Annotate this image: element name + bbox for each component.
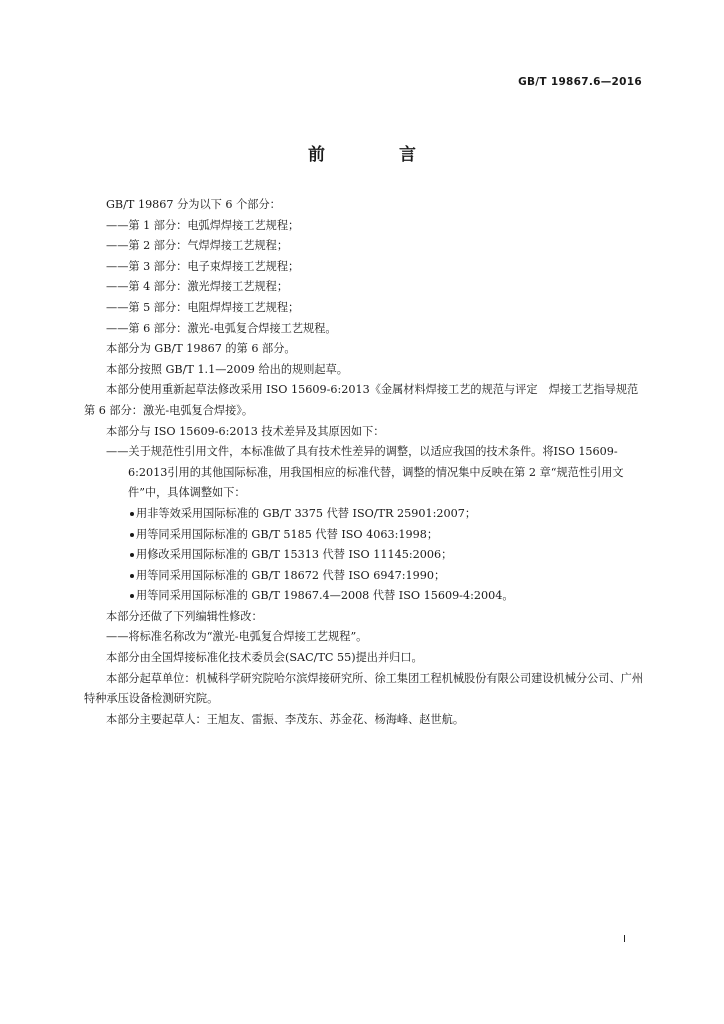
bullet-item-2 xyxy=(84,525,644,546)
adoption-statement: 本部分使用重新起草法修改采用 ISO 15609-6:2013《金属材料焊接工艺的规范与评定 焊接工艺指导规范 第 6 部分：激光-电弧复合焊接》。 xyxy=(84,383,650,417)
drafting-units: 本部分起草单位：机械科学研究院哈尔滨焊接研究所、徐工集团工程机械股份有限公司建设机械分公司、广州特种承压设备检测研究院。 xyxy=(84,671,644,706)
foreword-body xyxy=(84,195,650,730)
bullet-text: 用等同采用国际标准的 GB/T 18672 代替 ISO 6947:1990； xyxy=(136,568,446,582)
differences-detail: ——关于规范性引用文件，本标准做了具有技术性差异的调整，以适应我国的技术条件。将ISO 15609-6:2013引用的其他国际标准，用我国相应的标准代替，调整的情况集中反映在第 2 章“规范性引用文件”中，具体调整如下： xyxy=(106,445,624,500)
page-title: 前 言 xyxy=(308,145,450,165)
bullet-item-3 xyxy=(84,545,644,566)
bullet-text: 用等同采用国际标准的 GB/T 19867.4—2008 代替 ISO 15609-4:2004。 xyxy=(136,589,514,603)
part-item-4: ——第 4 部分：激光焊接工艺规程； xyxy=(106,280,289,294)
part-item-3: ——第 3 部分：电子束焊接工艺规程； xyxy=(106,259,300,273)
bullet-icon xyxy=(130,594,134,598)
bullet-text: 用非等效采用国际标准的 GB/T 3375 代替 ISO/TR 25901:2007； xyxy=(136,506,477,520)
editorial-intro: 本部分还做了下列编辑性修改： xyxy=(106,609,263,623)
part-item-2: ——第 2 部分：气焊焊接工艺规程； xyxy=(106,239,289,253)
standard-code: GB/T 19867.6—2016 xyxy=(518,76,642,88)
drafting-rules: 本部分按照 GB/T 1.1—2009 给出的规则起草。 xyxy=(106,362,348,376)
differences-intro: 本部分与 ISO 15609-6:2013 技术差异及其原因如下： xyxy=(106,424,385,438)
proposer-statement: 本部分由全国焊接标准化技术委员会(SAC/TC 55)提出并归口。 xyxy=(106,651,423,665)
bullet-icon xyxy=(130,553,134,557)
page-number: I xyxy=(623,934,626,945)
parts-intro: GB/T 19867 分为以下 6 个部分： xyxy=(106,198,281,211)
part-statement: 本部分为 GB/T 19867 的第 6 部分。 xyxy=(106,342,296,356)
bullet-item-1 xyxy=(84,504,644,525)
drafters: 本部分主要起草人：王旭友、雷振、李茂东、苏金花、杨海峰、赵世航。 xyxy=(106,712,465,726)
bullet-icon xyxy=(130,512,134,516)
bullet-item-5 xyxy=(84,586,644,607)
bullet-item-4 xyxy=(84,566,644,587)
bullet-text: 用修改采用国际标准的 GB/T 15313 代替 ISO 11145:2006； xyxy=(136,548,453,562)
part-item-5: ——第 5 部分：电阻焊焊接工艺规程； xyxy=(106,300,300,314)
editorial-item: ——将标准名称改为“激光-电弧复合焊接工艺规程”。 xyxy=(106,630,368,644)
bullet-icon xyxy=(130,533,134,537)
bullet-text: 用等同采用国际标准的 GB/T 5185 代替 ISO 4063:1998； xyxy=(136,527,439,541)
part-item-1: ——第 1 部分：电弧焊焊接工艺规程； xyxy=(106,218,300,232)
part-item-6: ——第 6 部分：激光-电弧复合焊接工艺规程。 xyxy=(106,321,337,335)
bullet-icon xyxy=(130,574,134,578)
